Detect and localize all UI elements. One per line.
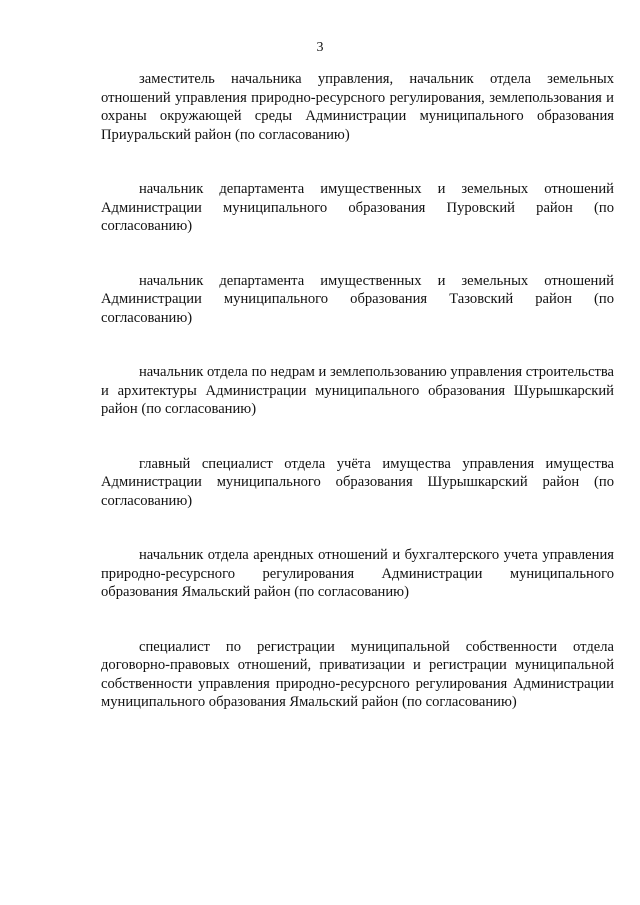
page-number: 3 bbox=[316, 40, 324, 55]
member-entry-7: специалист по регистрации муниципальной собственности отдела договорно-правовых отношений, приватизации и регистрации муниципальной собственности управления природно-ресурсного регулирования Администрации муниципального образования Ямальский район (по согласованию) bbox=[101, 638, 614, 710]
member-entry-5: главный специалист отдела учёта имущества управления имущества Администрации муниципального образования Шурышкарский район (по согласованию) bbox=[101, 455, 614, 509]
member-entry-2: начальник департамента имущественных и земельных отношений Администрации муниципального образования Пуровский район (по согласованию) bbox=[101, 181, 614, 234]
member-list bbox=[101, 70, 614, 748]
member-entry-1: заместитель начальника управления, начальник отдела земельных отношений управления природно-ресурсного регулирования, землепользования и охраны окружающей среды Администрации муниципального образования Приуральский район (по согласованию) bbox=[101, 71, 614, 143]
member-entry-3: начальник департамента имущественных и земельных отношений Администрации муниципального образования Тазовский район (по согласованию) bbox=[101, 272, 614, 326]
member-entry-4: начальник отдела по недрам и землепользованию управления строительства и архитектуры Администрации муниципального образования Шурышкарский район (по согласованию) bbox=[101, 364, 614, 417]
member-entry-6: начальник отдела арендных отношений и бухгалтерского учета управления природно-ресурсного регулирования Администрации муниципального образования Ямальский район (по согласованию) bbox=[101, 547, 614, 600]
